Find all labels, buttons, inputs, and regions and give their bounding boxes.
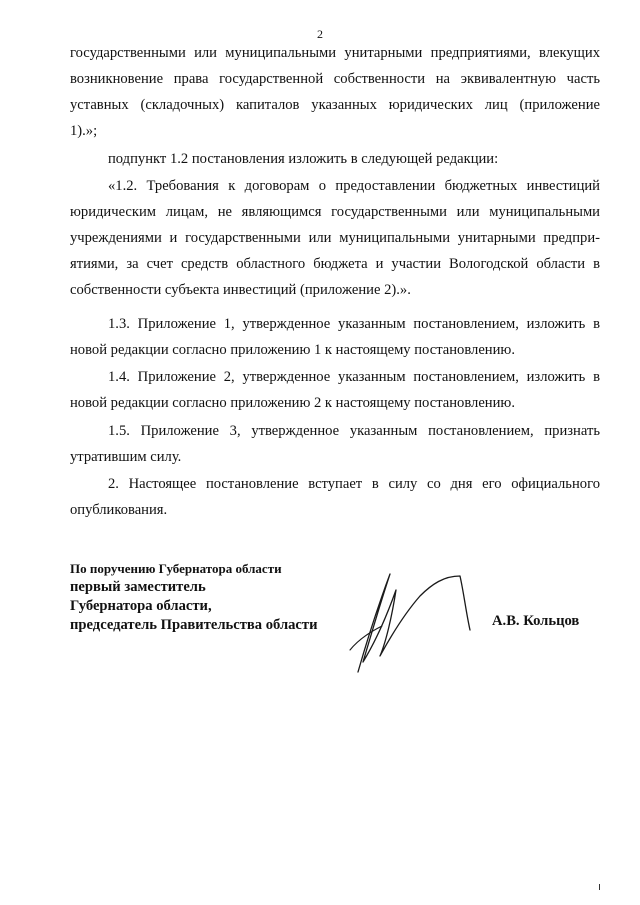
paragraph-quoted-amendment	[70, 173, 600, 303]
signatory-line: первый заместитель	[70, 579, 206, 595]
signatory-title	[70, 560, 317, 635]
paragraph-1-3	[70, 311, 600, 363]
text-line: юридическим лицам, не являющимся государственными или муниципальными	[70, 204, 600, 220]
signatory-line: председатель Правительства области	[70, 617, 318, 633]
text-line: государственными или муниципальными унитарными предприятиями, влекущих	[70, 45, 600, 61]
text-line: 1.5. Приложение 3, утвержденное указанным постановлением, признать	[108, 423, 600, 439]
text-line: уставных (складочных) капиталов указанных юридических лиц (приложение	[70, 97, 600, 113]
handwritten-signature	[330, 560, 480, 680]
text-line: учреждениями и государственными или муниципальными унитарными предпри-	[70, 230, 600, 246]
page-number: 2	[317, 27, 323, 41]
scan-mark	[599, 884, 600, 890]
text-line: ятиями, за счет средств областного бюджета и участии Вологодской области в	[70, 256, 600, 272]
signatory-line: Губернатора области,	[70, 598, 212, 614]
text-line: собственности субъекта инвестиций (приложение 2).».	[70, 282, 411, 298]
text-line: новой редакции согласно приложению 1 к настоящему постановлению.	[70, 342, 515, 358]
signatory-line: По поручению Губернатора области	[70, 561, 282, 576]
paragraph-1-5	[70, 418, 600, 470]
text-line: возникновение права государственной собственности на эквивалентную часть	[70, 71, 600, 87]
text-line: 1).»;	[70, 123, 98, 139]
text-line: 1.3. Приложение 1, утвержденное указанным постановлением, изложить в	[108, 316, 600, 332]
text-line: опубликования.	[70, 502, 168, 518]
paragraph-subpoint-intro	[70, 146, 600, 172]
text-line: подпункт 1.2 постановления изложить в следующей редакции:	[108, 151, 499, 167]
text-line: 1.4. Приложение 2, утвержденное указанным постановлением, изложить в	[108, 369, 600, 385]
paragraph-1-4	[70, 364, 600, 416]
paragraph-continuation	[70, 40, 600, 144]
paragraph-2	[70, 471, 600, 523]
text-line: 2. Настоящее постановление вступает в силу со дня его официального	[108, 476, 600, 492]
text-line: утратившим силу.	[70, 449, 182, 465]
signatory-name: А.В. Кольцов	[492, 613, 580, 629]
text-line: «1.2. Требования к договорам о предоставлении бюджетных инвестиций	[108, 178, 600, 194]
text-line: новой редакции согласно приложению 2 к настоящему постановлению.	[70, 395, 515, 411]
